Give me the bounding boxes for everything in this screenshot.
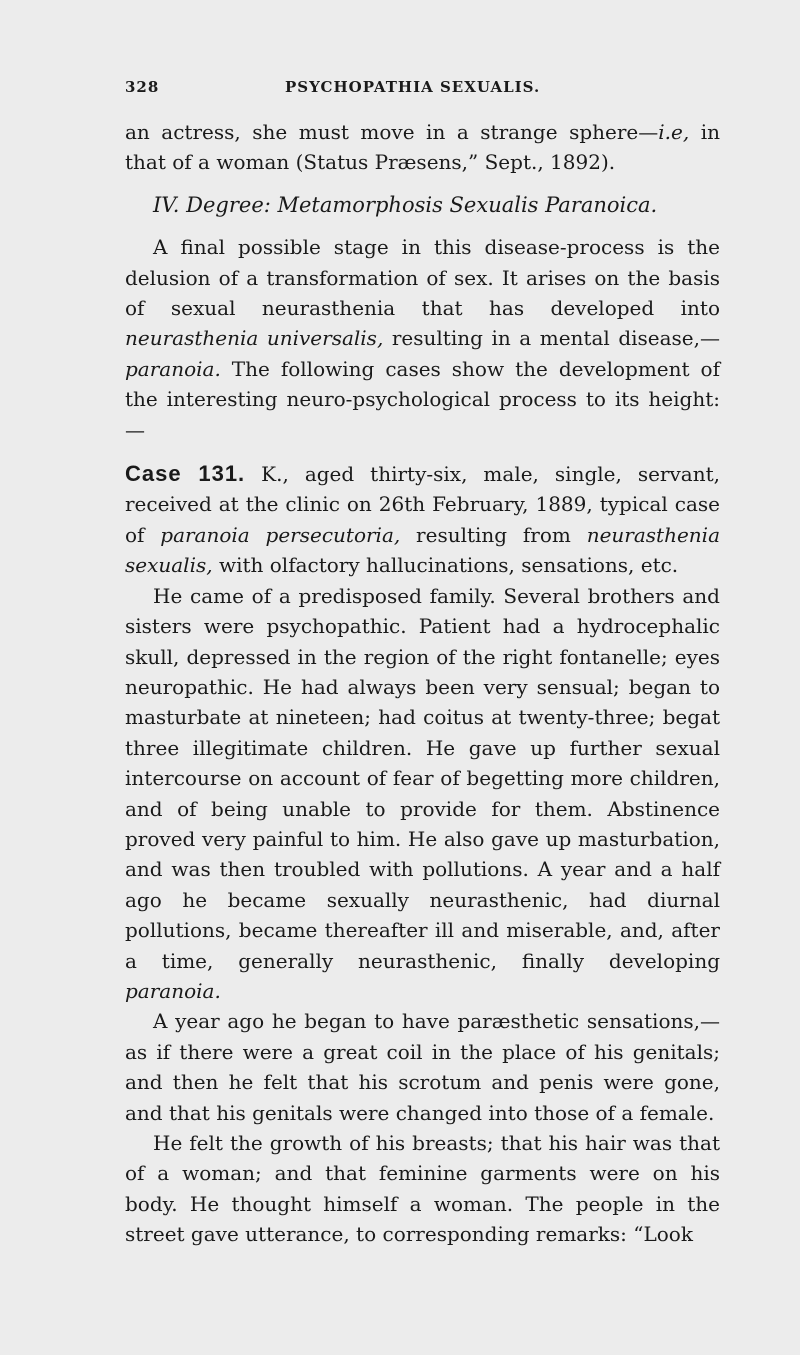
text-run: K., aged thirty-six, male, single, servant, received at the clinic on 26th February, 1889, typical case of [125,462,720,547]
paragraph-history [125,581,720,1007]
italic-run: paranoia. [125,356,221,381]
page-number: 328 [125,78,160,96]
paragraph-continuation [125,117,720,178]
running-head [125,78,705,100]
text-run: with olfactory hallucinations, sensations, etc. [212,553,679,578]
paragraph-case [125,459,720,581]
page-body [125,117,720,1250]
running-title: PSYCHOPATHIA SEXUALIS. [285,78,541,96]
text-run: resulting in a mental disease,— [383,326,720,351]
text-run: The following cases show the development of the interesting neuro-psychological process to its height:— [125,356,720,442]
paragraph-intro [125,232,720,445]
section-heading: IV. Degree: Metamorphosis Sexualis Paranoica. [153,192,658,217]
text-run: He came of a predisposed family. Several brothers and sisters were psychopathic. Patient had a hydrocephalic skull, depressed in the region of the right fontanelle; eyes neuropathic. He had always been very sensual; began to masturbate at nineteen; had coitus at twenty-three; begat three illegitimate children. He gave up further sexual intercourse on account of fear of begetting more children, and of being unable to provide for them. Abstinence proved very painful to him. He also gave up masturbation, and was then troubled with pollutions. A year and a half ago he became sexually neurasthenic, had diurnal pollutions, became thereafter ill and miserable, and, after a time, generally neurasthenic, finally developing [125,583,720,973]
paragraph-sensations: A year ago he began to have paræsthetic sensations,—as if there were a great coil in the place of his genitals; and then he felt that his scrotum and penis were gone, and that his genitals were changed into those of a female. [125,1009,720,1125]
case-label: Case 131. [125,461,246,487]
italic-run: neurasthenia sexualis, [125,522,720,578]
paragraph-delusion: He felt the growth of his breasts; that his hair was that of a woman; and that feminine garments were on his body. He thought himself a woman. The people in the street gave utterance, to corresponding remarks: “Look [125,1131,720,1247]
text-run: resulting from [400,522,587,547]
italic-run: i.e, [658,120,690,144]
italic-run: paranoia. [125,978,221,1003]
italic-run: neurasthenia universalis, [125,326,384,351]
text-run: an actress, she must move in a strange sphere— [125,120,659,144]
text-run: A final possible stage in this disease-process is the delusion of a transformation of sex. It arises on the basis of sexual neurasthenia that has developed into [125,235,720,321]
italic-run: paranoia persecutoria, [160,522,401,547]
text-run: in that of a woman (Status Præsens,” Sept., 1892). [125,120,721,175]
